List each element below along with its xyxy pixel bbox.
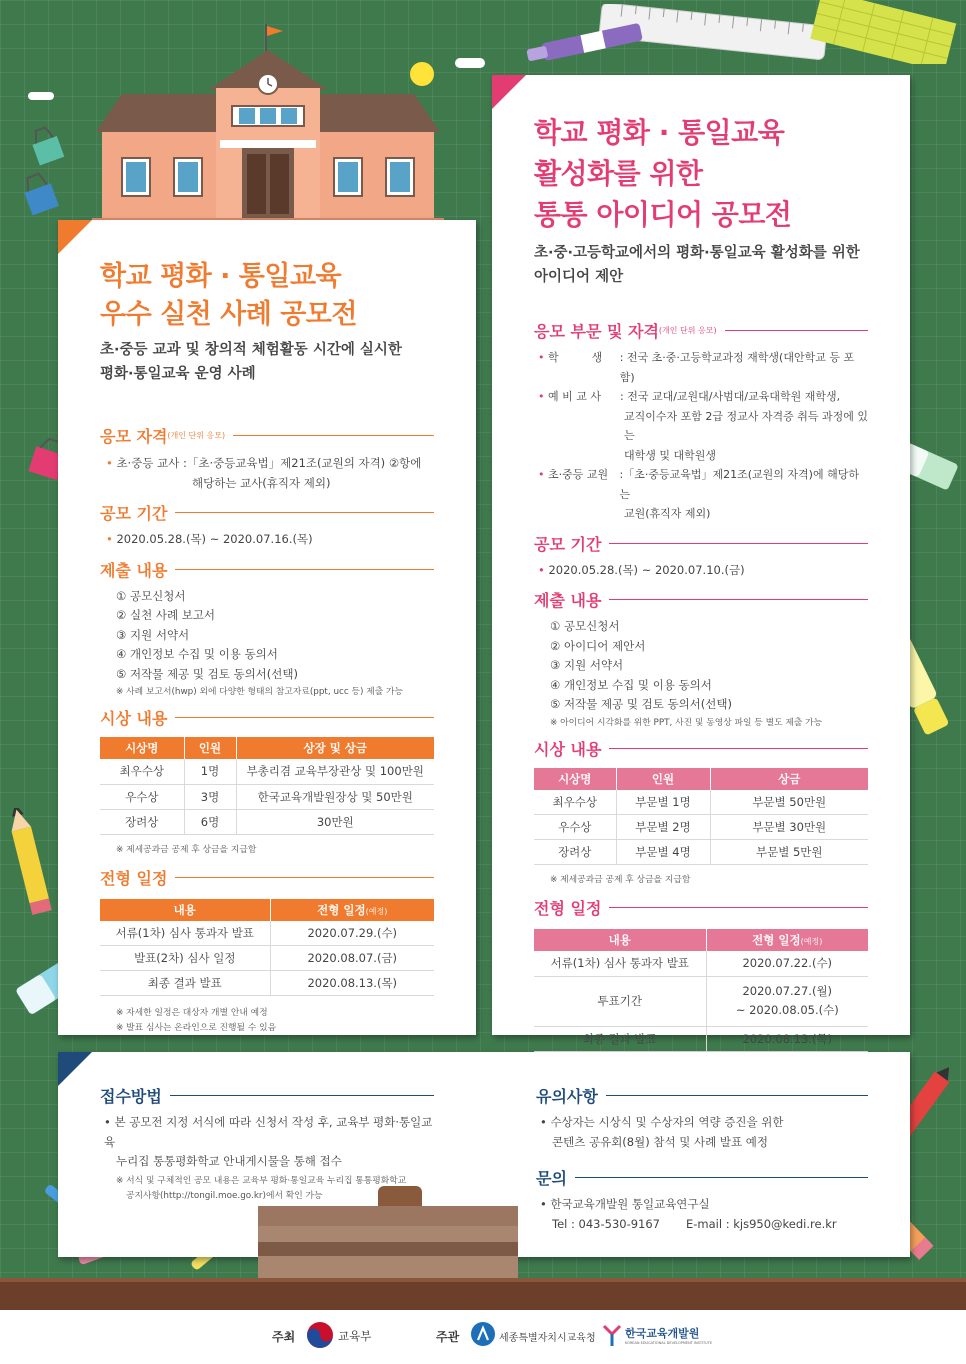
table-header: 상장 및 상금: [236, 737, 434, 759]
corner-fold: [492, 75, 526, 109]
section-label: 공모 기간: [100, 504, 168, 523]
left-submission-list: [100, 587, 434, 701]
table-cell: 장려상: [534, 840, 616, 865]
right-title-line3: 통통 아이디어 공모전: [534, 198, 792, 231]
table-cell: 2020.08.13.(목): [270, 971, 434, 996]
section-label: 문의: [536, 1169, 567, 1188]
left-title: [100, 258, 434, 334]
right-subtitle-line1: 초·중·고등학교에서의 평화·통일교육 활성화를 위한: [534, 245, 860, 261]
table-cell: 2020.07.22.(수): [706, 951, 868, 976]
table-cell: 6명: [184, 809, 236, 834]
table-row: [534, 840, 868, 865]
date-line: 2020.07.27.(월): [742, 984, 833, 998]
receipt-note: 공지사항(http://tongil.moe.go.kr)에서 확인 가능: [126, 1190, 323, 1201]
right-subtitle: [534, 241, 868, 289]
date-line: ~ 2020.08.05.(수): [735, 1003, 839, 1017]
table-cell: 한국교육개발원장상 및 50만원: [236, 784, 434, 809]
host-label: 주최: [272, 1330, 296, 1344]
right-period-heading: [534, 532, 868, 555]
section-label: 접수방법: [100, 1087, 162, 1106]
list-item: ① 공모신청서: [116, 588, 186, 603]
right-eligibility-list: [534, 348, 868, 524]
left-awards-heading: [100, 706, 434, 729]
bullet-dot: •: [538, 351, 548, 364]
table-row: [100, 971, 434, 996]
submission-note: ※ 아이디어 시각화를 위한 PPT, 사진 및 동영상 파일 등 별도 제출 가능: [550, 717, 823, 728]
left-period-text: [100, 530, 434, 550]
table-row: [100, 921, 434, 946]
category-label: 초·중등 교원: [548, 468, 609, 481]
section-rule: [175, 877, 434, 878]
right-title-line2: 활성화를 위한: [534, 157, 703, 190]
caution-section: [536, 1084, 868, 1234]
corner-fold: [58, 1052, 92, 1086]
caution-line: 콘텐츠 공유회(8월) 참석 및 사례 발표 예정: [552, 1134, 768, 1149]
bullet-dot: •: [106, 456, 117, 470]
table-header: 상금: [710, 768, 868, 790]
header-note: (예정): [365, 906, 388, 916]
right-awards-table: [534, 768, 868, 866]
right-subtitle-line2: 아이디어 제안: [534, 269, 624, 285]
section-rule: [175, 512, 434, 513]
table-cell: 부문별 5만원: [710, 840, 868, 865]
host-name: 교육부: [338, 1329, 372, 1343]
table-header: 내용: [100, 899, 270, 921]
left-period-heading: [100, 501, 434, 524]
left-awards-table: [100, 737, 434, 835]
table-header: [270, 899, 434, 921]
contact-email: E-mail : kjs950@kedi.re.kr: [686, 1216, 837, 1231]
list-item: ⑤ 저작물 제공 및 검토 동의서(선택): [116, 666, 298, 681]
category-text: 대학생 및 대학원생: [624, 448, 717, 462]
bullet-dot: •: [538, 468, 548, 481]
briefcase-illustration: [254, 1184, 522, 1284]
table-row: [534, 790, 868, 815]
table-cell: 3명: [184, 784, 236, 809]
section-rule: [170, 1095, 434, 1096]
receipt-note: ※ 서식 및 구체적인 공모 내용은 교육부 평화·통일교육 누리집 통통평화학교: [116, 1175, 407, 1186]
table-header: 인원: [616, 768, 710, 790]
table-row: [534, 976, 868, 1026]
category-label: 학 생: [548, 351, 603, 364]
list-item: ④ 개인정보 수집 및 이용 동의서: [550, 677, 712, 692]
table-row: [100, 946, 434, 971]
awards-note: ※ 제세공과금 공제 후 상금을 지급함: [116, 844, 257, 855]
table-header: 시상명: [534, 768, 616, 790]
section-rule: [175, 569, 434, 570]
header-note: (예정): [800, 937, 823, 946]
schedule-note: ※ 발표 심사는 온라인으로 진행될 수 있음: [116, 1023, 277, 1033]
organizer1-name: 세종특별자치시교육청: [499, 1333, 596, 1344]
caution-line: 수상자는 시상식 및 수상자의 역량 증진을 위한: [550, 1115, 784, 1129]
table-row: [534, 951, 868, 976]
list-item: ② 실천 사례 보고서: [116, 608, 216, 622]
section-rule: [609, 748, 868, 749]
table-row: [100, 809, 434, 834]
contact-org: 한국교육개발원 통일교육연구실: [550, 1197, 710, 1211]
table-cell: 2020.08.13.(목): [706, 1026, 868, 1051]
section-rule: [606, 1095, 868, 1096]
kedi-logo-icon: [602, 1322, 624, 1348]
bullet-dot: •: [538, 562, 549, 577]
excellent-practice-contest-panel: [58, 220, 476, 1035]
category-text: 교직이수자 포함 2급 정교사 자격증 취득 과정에 있는: [624, 409, 868, 442]
table-cell: 최종 결과 발표: [100, 971, 270, 996]
table-header: 내용: [534, 929, 706, 951]
left-schedule-notes: [100, 1006, 434, 1036]
table-cell: 2020.08.07.(금): [270, 946, 434, 971]
table-cell: 1명: [184, 759, 236, 784]
table-cell: 2020.07.29.(수): [270, 921, 434, 946]
caution-heading: [536, 1084, 868, 1107]
binder-clip-icon: [22, 124, 72, 170]
section-label: 공모 기간: [534, 534, 602, 554]
table-cell: 최종 결과 발표: [534, 1026, 706, 1051]
idea-contest-panel: [492, 75, 910, 1046]
table-cell: 30만원: [236, 809, 434, 834]
section-label: 전형 일정: [534, 899, 602, 918]
list-item: ③ 지원 서약서: [550, 658, 624, 672]
left-eligibility-text: [100, 454, 434, 493]
table-cell: 부문별 30만원: [710, 815, 868, 840]
school-building-illustration: [88, 22, 448, 224]
table-cell: 최우수상: [100, 759, 184, 784]
contact-tel: Tel : 043-530-9167: [552, 1216, 660, 1231]
section-label: 시상 내용: [534, 739, 602, 759]
bullet-dot: •: [538, 390, 548, 403]
list-item: ② 아이디어 제안서: [550, 638, 646, 653]
contact-heading: [536, 1166, 868, 1189]
table-cell: 우수상: [534, 815, 616, 840]
section-label: 응모 자격: [100, 427, 168, 446]
section-rule: [609, 599, 868, 600]
schedule-note: ※ 자세한 일정은 대상자 개별 안내 예정: [116, 1008, 268, 1018]
floor: [0, 1282, 966, 1310]
period-value: 2020.05.28.(목) ~ 2020.07.10.(금): [548, 562, 745, 577]
bullet-dot: •: [540, 1197, 551, 1211]
right-period-text: [534, 561, 868, 581]
list-item: ④ 개인정보 수집 및 이용 동의서: [116, 647, 278, 661]
left-eligibility-heading: [100, 424, 434, 447]
header-label: 전형 일정: [752, 933, 801, 947]
table-row: [100, 784, 434, 809]
table-row: [100, 759, 434, 784]
receipt-text: [100, 1113, 434, 1172]
cloud-decoration: [455, 58, 485, 68]
right-title-line1: 학교 평화 · 통일교육: [534, 116, 785, 149]
section-rule: [575, 1177, 868, 1178]
table-cell: 부문별 50만원: [710, 790, 868, 815]
table-cell: 우수상: [100, 784, 184, 809]
bullet-dot: •: [106, 532, 117, 546]
right-schedule-heading: [534, 896, 868, 919]
sejong-office-logo-icon: [470, 1320, 496, 1348]
section-label: 유의사항: [536, 1087, 598, 1106]
marker-pen-icon: [522, 22, 652, 62]
category-text: : 전국 교대/교원대/사범대/교육대학원 재학생,: [620, 390, 841, 403]
category-label: 예 비 교 사: [548, 390, 601, 403]
cloud-decoration: [28, 92, 54, 100]
sun-decoration: [410, 62, 434, 86]
eligibility-line: 초·중등 교사 :「초·중등교육법」제21조(교원의 자격) ②항에: [116, 456, 422, 470]
left-schedule-heading: [100, 866, 434, 889]
right-awards-heading: [534, 737, 868, 760]
section-rule: [609, 907, 868, 908]
contact-text: [536, 1195, 868, 1234]
caution-text: [536, 1113, 868, 1152]
left-subtitle-line2: 평화·통일교육 운영 사례: [100, 366, 256, 382]
category-text: 교원(휴직자 제외): [624, 507, 711, 520]
right-eligibility-heading: [534, 319, 868, 342]
bullet-dot: •: [104, 1115, 115, 1129]
list-item: ① 공모신청서: [550, 619, 620, 633]
receipt-line: 누리집 통통평화학교 안내게시물을 통해 접수: [116, 1154, 342, 1168]
left-submission-heading: [100, 558, 434, 581]
left-schedule-table: [100, 899, 434, 997]
table-cell: 발표(2차) 심사 일정: [100, 946, 270, 971]
eligibility-line: 해당하는 교사(휴직자 제외): [192, 475, 331, 490]
category-text: : 전국 초·중·고등학교과정 재학생(대안학교 등 포함): [619, 351, 855, 384]
section-label: 전형 일정: [100, 868, 168, 888]
section-label: 제출 내용: [534, 591, 602, 610]
receipt-heading: [100, 1084, 434, 1107]
category-text: :「초·중등교육법」제21조(교원의 자격)에 해당하는: [619, 468, 859, 501]
section-rule: [725, 330, 868, 331]
sticky-note-icon: [808, 0, 958, 64]
left-title-line1: 학교 평화 · 통일교육: [100, 261, 342, 292]
section-label: 제출 내용: [100, 560, 168, 580]
binder-clip-icon: [14, 170, 64, 220]
corner-fold: [58, 220, 92, 254]
table-row: [534, 815, 868, 840]
pencil-icon: [6, 808, 54, 920]
table-cell: 서류(1차) 심사 통과자 발표: [100, 921, 270, 946]
table-header: 인원: [184, 737, 236, 759]
moe-emblem-icon: [306, 1321, 334, 1349]
table-row: [534, 1026, 868, 1051]
section-label: 응모 부문 및 자격: [534, 322, 659, 341]
section-label: 시상 내용: [100, 709, 168, 728]
left-subtitle-line1: 초·중등 교과 및 창의적 체험활동 시간에 실시한: [100, 342, 402, 358]
section-rule: [233, 435, 434, 436]
table-cell: 장려상: [100, 809, 184, 834]
section-note: (개인 단위 응모): [658, 326, 717, 335]
list-item: ③ 지원 서약서: [116, 627, 190, 642]
submission-note: ※ 사례 보고서(hwp) 외에 다양한 형태의 참고자료(ppt, ucc 등) 제출 가능: [116, 687, 404, 697]
receipt-line: 본 공모전 지정 서식에 따라 신청서 작성 후, 교육부 평화·통일교육: [104, 1115, 433, 1149]
footer: [0, 1310, 966, 1364]
organizer2-subname: KOREAN EDUCATIONAL DEVELOPMENT INSTITUTE: [625, 1341, 713, 1345]
organizer2-name: 한국교육개발원: [625, 1327, 700, 1340]
table-cell: 부총리겸 교육부장관상 및 100만원: [236, 759, 434, 784]
bullet-dot: •: [540, 1115, 551, 1129]
right-submission-heading: [534, 588, 868, 611]
awards-note: ※ 제세공과금 공제 후 상금을 지급함: [550, 875, 691, 885]
table-header: 시상명: [100, 737, 184, 759]
list-item: ⑤ 저작물 제공 및 검토 동의서(선택): [550, 697, 732, 711]
header-label: 전형 일정: [317, 902, 366, 917]
section-note: (개인 단위 응모): [167, 431, 226, 440]
left-title-line2: 우수 실천 사례 공모전: [100, 299, 357, 330]
table-cell: 투표기간: [534, 976, 706, 1026]
table-cell: 최우수상: [534, 790, 616, 815]
table-cell: [706, 976, 868, 1026]
table-header: [706, 929, 868, 951]
right-submission-list: [534, 617, 868, 731]
period-value: 2020.05.28.(목) ~ 2020.07.16.(목): [116, 532, 313, 546]
section-rule: [175, 717, 434, 718]
table-cell: 부문별 1명: [616, 790, 710, 815]
table-cell: 부문별 4명: [616, 840, 710, 865]
right-schedule-table: [534, 929, 868, 1052]
left-subtitle: [100, 338, 434, 386]
right-title: [534, 112, 868, 235]
organizer-label: 주관: [436, 1330, 460, 1344]
table-cell: 부문별 2명: [616, 815, 710, 840]
table-cell: 서류(1차) 심사 통과자 발표: [534, 951, 706, 976]
section-rule: [609, 543, 868, 544]
